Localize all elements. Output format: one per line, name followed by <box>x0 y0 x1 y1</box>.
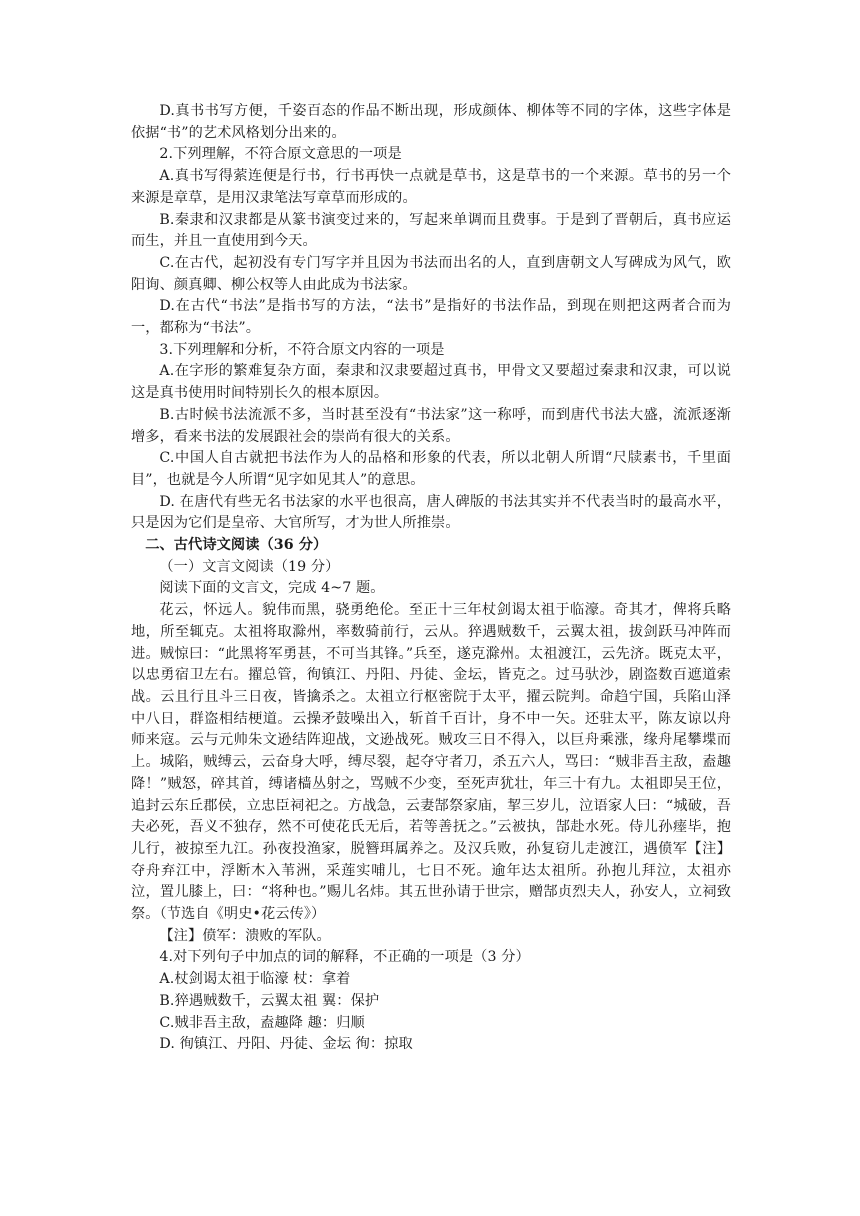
q2-option-c: C.在古代，起初没有专门写字并且因为书法而出名的人，直到唐朝文人写碑成为风气，欧阳询、颜真卿、柳公权等人由此成为书法家。 <box>131 254 731 293</box>
q3-option-b: B.古时候书法流派不多，当时甚至没有“书法家”这一称呼，而到唐代书法大盛，流派逐渐增多，看来书法的发展跟社会的崇尚有很大的关系。 <box>131 406 731 445</box>
q4-option-a: A.杖剑谒太祖于临濠 杖：拿着 <box>159 971 351 988</box>
q3-stem: 3.下列理解和分析，不符合原文内容的一项是 <box>159 341 445 358</box>
q4-option-b: B.猝遇贼数千，云翼太祖 翼：保护 <box>159 992 380 1009</box>
q3-option-a: A.在字形的繁难复杂方面，秦隶和汉隶要超过真书，甲骨文又要超过秦隶和汉隶，可以说这是真书使用时间特别长久的根本原因。 <box>131 363 731 402</box>
reading-instruction: 阅读下面的文言文，完成 4~7 题。 <box>159 580 385 597</box>
q2-option-b: B.秦隶和汉隶都是从篆书演变过来的，写起来单调而且费事。于是到了晋朝后，真书应运而生，并且一直使用到今天。 <box>131 211 731 250</box>
q2-option-d: D.在古代“书法”是指书写的方法，“法书”是指好的书法作品，到现在则把这两者合而为一，都称为“书法”。 <box>131 298 731 337</box>
q3-option-d: D. 在唐代有些无名书法家的水平也很高，唐人碑版的书法其实并不代表当时的最高水平，只是因为它们是皇帝、大官所写，才为世人所推崇。 <box>131 493 731 532</box>
q4-stem: 4.对下列句子中加点的词的解释，不正确的一项是（3 分） <box>159 949 530 966</box>
q4-option-d: D. 徇镇江、丹阳、丹徒、金坛 徇：掠取 <box>159 1036 413 1053</box>
q2-stem: 2.下列理解，不符合原文意思的一项是 <box>159 146 402 163</box>
classical-passage: 花云，怀远人。貌伟而黑，骁勇绝伦。至正十三年杖剑谒太祖于临濠。奇其才，俾将兵略地，所至辄克。太祖将取滁州，率数骑前行，云从。猝遇贼数千，云翼太祖，拔剑跃马冲阵而进。贼惊曰：“此黑将军勇甚，不可当其锋。”兵至，遂克滁州。太祖渡江，云先济。既克太平，以忠勇宿卫左右。擢总管，徇镇江、丹阳、丹徒、金坛，皆克之。过马驮沙，剧盗数百遮道索战。云且行且斗三日夜，皆擒杀之。太祖立行枢密院于太平，擢云院判。命趋宁国，兵陷山泽中八日，群盗相结梗道。云操矛鼓噪出入，斩首千百计，身不中一矢。还驻太平，陈友谅以舟师来寇。云与元帅朱文逊结阵迎战，文逊战死。贼攻三日不得入，以巨舟乘涨，缘舟尾攀堞而上。城陷，贼缚云，云奋身大呼，缚尽裂，起夺守者刀，杀五六人，骂曰：“贼非吾主敌，盍趣降！”贼怒，碎其首，缚诸樯丛射之，骂贼不少变，至死声犹壮，年三十有九。太祖即吴王位，追封云东丘郡侯，立忠臣祠祀之。方战急，云妻郜祭家庙，挈三岁儿，泣语家人曰：“城破，吾夫必死，吾义不独存，然不可使花氏无后，若等善抚之。”云被执，郜赴水死。侍儿孙瘗毕，抱儿行，被掠至九江。孙夜投渔家，脱簪珥属养之。及汉兵败，孙复窃儿走渡江，遇偾军【注】夺舟弃江中，浮断木入苇洲，采莲实哺儿，七日不死。逾年达太祖所。孙抱儿拜泣，太祖亦泣，置儿膝上，曰：“将种也。”赐儿名炜。其五世孙请于世宗，赠郜贞烈夫人，孙安人，立祠致祭。（节选自《明史•花云传》） <box>131 602 731 923</box>
q4-option-c: C.贼非吾主敌，盍趣降 趣：归顺 <box>159 1014 365 1031</box>
section-title: 二、古代诗文阅读（36 分） <box>145 537 328 554</box>
passage-note: 【注】偾军：溃败的军队。 <box>159 927 331 944</box>
document-body <box>131 101 731 1056</box>
q2-option-a: A.真书写得萦连便是行书，行书再快一点就是草书，这是草书的一个来源。草书的另一个来源是章草，是用汉隶笔法写章草而形成的。 <box>131 168 731 206</box>
q1-option-d: D.真书书写方便，千姿百态的作品不断出现，形成颜体、柳体等不同的字体，这些字体是依据“书”的艺术风格划分出来的。 <box>131 103 731 141</box>
q3-option-c: C.中国人自古就把书法作为人的品格和形象的代表，所以北朝人所谓“尺牍素书，千里面目”，也就是今人所谓“见字如见其人”的意思。 <box>131 450 731 488</box>
subsection-title: （一）文言文阅读（19 分） <box>159 558 340 575</box>
